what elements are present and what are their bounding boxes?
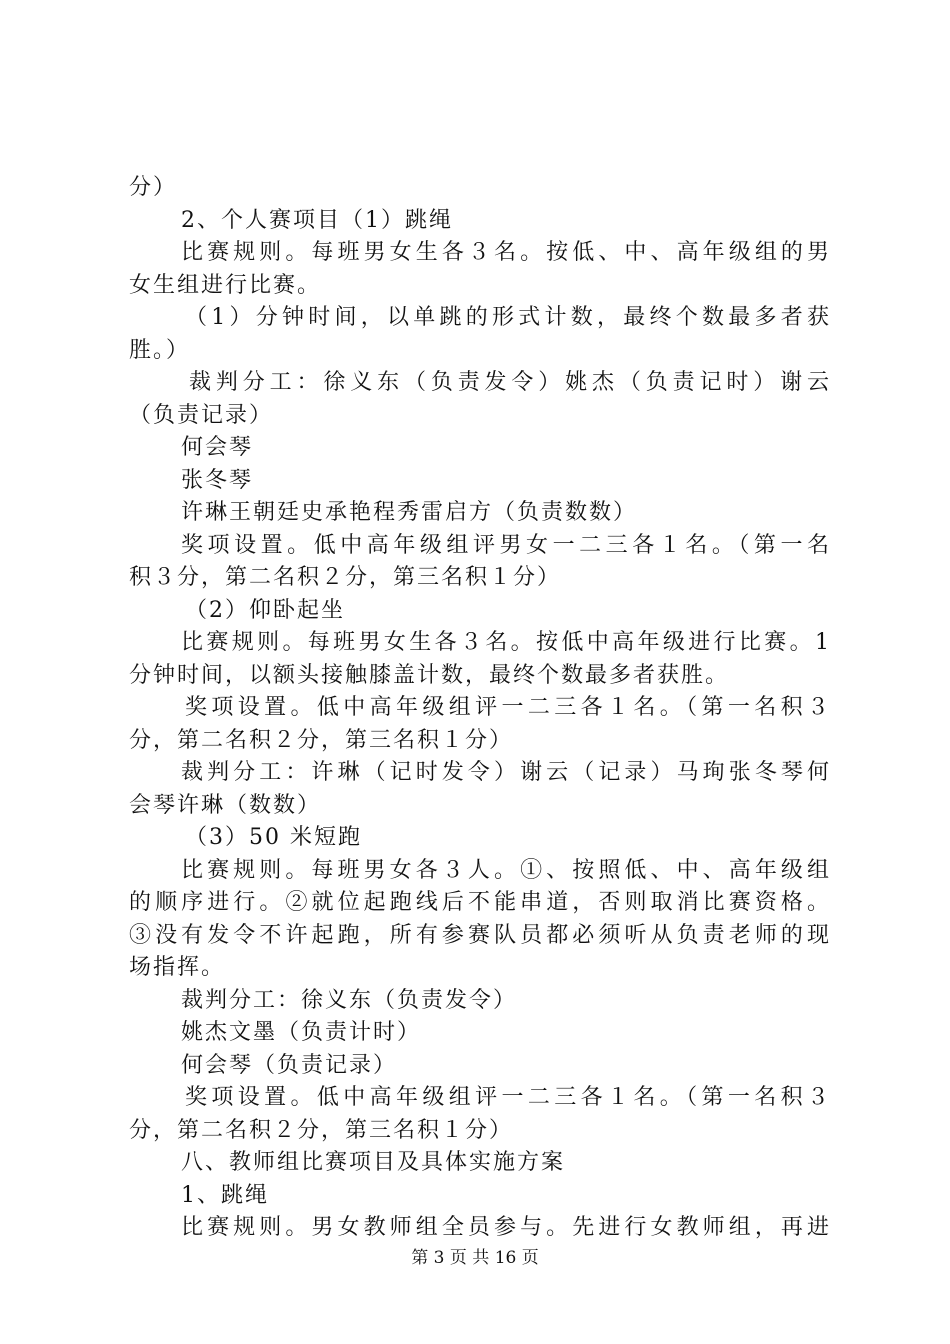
text-line: 女生组进行比赛。 <box>129 272 322 298</box>
text-line: 何会琴 <box>181 435 254 460</box>
text-line: 奖项设置。低中高年级组评一二三各１名。（第一名积３ <box>185 1085 831 1110</box>
section-heading: 2、个人赛项目（1）跳绳 <box>181 207 453 233</box>
text-line: 何会琴（负责记录） <box>181 1052 398 1078</box>
text-line: 比赛规则。每班男女各３人。①、按照低、中、高年级组 <box>181 857 831 883</box>
text-line: ③没有发令不许起跑，所有参赛队员都必须听从负责老师的现 <box>129 922 831 948</box>
text-line: 会琴许琳（数数） <box>129 792 322 818</box>
text-line: 分钟时间，以额头接触膝盖计数，最终个数最多者获胜。 <box>129 662 730 688</box>
text-line: 裁判分工：徐义东（负责发令） <box>181 987 518 1013</box>
text-line: 比赛规则。每班男女生各３名。按低、中、高年级组的男 <box>181 240 831 265</box>
text-line: 积３分，第二名积２分，第三名积１分） <box>129 565 562 590</box>
subsection-heading: （2）仰卧起坐 <box>185 597 345 623</box>
text-line: 场指挥。 <box>129 955 226 980</box>
page-footer <box>0 1243 950 1268</box>
text-line: （负责记录） <box>129 402 274 428</box>
text-line: 张冬琴 <box>181 467 254 493</box>
section-heading: 八、教师组比赛项目及具体实施方案 <box>181 1150 566 1175</box>
subsection-heading: （3）50 米短跑 <box>185 825 362 850</box>
text-line: 比赛规则。男女教师组全员参与。先进行女教师组，再进 <box>181 1215 831 1240</box>
text-line: 的顺序进行。②就位起跑线后不能串道，否则取消比赛资格。 <box>129 890 831 915</box>
page-number: 第 3 页 共 16 页 <box>411 1248 539 1268</box>
text-line: 裁判分工：许琳（记时发令）谢云（记录）马珣张冬琴何 <box>181 760 831 785</box>
text-line: 许琳王朝廷史承艳程秀雷启方（负责数数） <box>181 500 638 525</box>
text-line: 胜。） <box>129 337 191 363</box>
text-line: 分） <box>129 175 178 200</box>
text-line: 分，第二名积２分，第三名积１分） <box>129 727 514 753</box>
text-line: 奖项设置。低中高年级组评一二三各１名。（第一名积３ <box>185 695 831 720</box>
text-line: （1）分钟时间，以单跳的形式计数，最终个数最多者获 <box>185 305 831 330</box>
body-text <box>129 172 831 1245</box>
subsection-heading: 1、跳绳 <box>181 1182 269 1208</box>
text-line: 裁判分工：徐义东（负责发令）姚杰（负责记时）谢云 <box>189 370 831 395</box>
text-line: 比赛规则。每班男女生各３名。按低中高年级进行比赛。1 <box>181 630 831 655</box>
text-line: 姚杰文墨（负责计时） <box>181 1020 422 1045</box>
text-line: 奖项设置。低中高年级组评男女一二三各１名。（第一名 <box>181 532 831 558</box>
text-line: 分，第二名积２分，第三名积１分） <box>129 1117 514 1143</box>
